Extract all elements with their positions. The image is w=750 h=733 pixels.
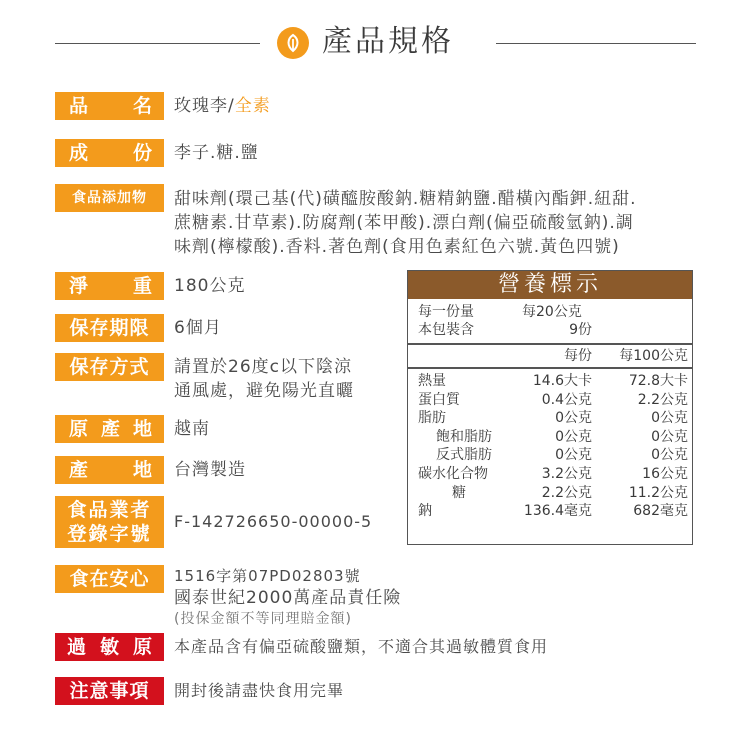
page-title: 產品規格 [322,24,454,59]
additives-line: 甜味劑(環己基(代)磺醯胺酸鈉.糖精鈉鹽.醋橫內酯鉀.紐甜. [174,189,637,209]
label-additives: 食品添加物 [55,184,164,212]
serving-size-label: 每一份量 [418,304,474,320]
made-in-value: 台灣製造 [174,460,246,480]
label-shelf-life: 保存期限 [55,314,164,342]
storage-value [174,355,354,403]
label-char: 成 [69,142,89,164]
label-char: 地 [132,459,152,481]
col-per-100g: 每100公克 [619,348,688,364]
nutrient-per-serving: 0公克 [555,447,592,464]
nutrient-name: 反式脂肪 [436,447,492,464]
net-weight-value: 180公克 [174,276,246,296]
origin-value: 越南 [174,419,210,439]
label-char: 份 [132,142,152,164]
nutrient-per-100g: 0公克 [651,428,688,445]
nutrition-divider [408,367,692,369]
nutrient-per-serving: 0公克 [555,428,592,445]
label-char: 原 [69,418,89,440]
nutrient-name: 碳水化合物 [418,466,488,482]
food-safety-value [174,566,401,630]
nutrient-per-100g: 11.2公克 [628,484,688,501]
page-header [0,18,750,68]
food-safety-license: 1516字第07PD02803號 [174,567,361,585]
nutrient-name: 蛋白質 [418,391,460,408]
label-line: 登錄字號 [67,523,152,545]
label-char: 敏 [99,636,119,658]
food-safety-note: (投保金額不等同理賠金額) [174,611,352,627]
label-storage: 保存方式 [55,353,164,381]
nutrient-per-serving: 2.2公克 [541,484,592,501]
nutrition-divider [408,343,692,345]
notice-value: 開封後請盡快食用完畢 [174,681,345,700]
label-ingredients [55,139,164,167]
servings-label: 本包裝含 [418,322,474,338]
nutrient-per-serving: 136.4毫克 [523,503,592,520]
label-origin [55,415,164,443]
label-char: 淨 [69,275,89,297]
label-net-weight [55,272,164,300]
nutrition-title: 營養標示 [408,271,692,299]
label-char: 名 [132,95,152,117]
nutrient-per-100g: 2.2公克 [637,391,688,408]
label-char: 品 [69,95,89,117]
label-char: 產 [69,459,89,481]
nutrient-per-100g: 72.8大卡 [628,373,688,389]
shelf-life-value: 6個月 [174,318,222,338]
nutrient-name: 鈉 [418,503,432,520]
product-name-value [174,94,271,118]
additives-value [174,187,714,259]
label-char: 產 [100,418,120,440]
label-made-in [55,456,164,484]
nutrient-name: 脂肪 [418,410,446,427]
nutrient-name: 糖 [452,484,466,501]
label-char: 原 [132,636,152,658]
nutrient-name: 飽和脂肪 [436,428,492,445]
nutrient-name: 熱量 [418,373,446,389]
label-registration [55,496,164,548]
allergen-value: 本產品含有偏亞硫酸鹽類，不適合其過敏體質食用 [174,637,549,656]
serving-size-value: 每20公克 [522,304,582,320]
label-char: 地 [132,418,152,440]
label-allergen [55,633,164,661]
label-notice: 注意事項 [55,677,164,705]
nutrient-per-100g: 16公克 [642,466,688,482]
col-per-serving: 每份 [564,348,592,364]
header-divider-left [55,43,260,44]
additives-line: 味劑(檸檬酸).香料.著色劑(食用色素紅色六號.黃色四號) [174,237,620,257]
nutrient-per-100g: 0公克 [651,410,688,427]
nutrient-per-100g: 682毫克 [633,503,688,520]
registration-value: F-142726650-00000-5 [174,512,373,531]
nutrient-per-100g: 0公克 [651,447,688,464]
nutrient-per-serving: 14.6大卡 [532,373,592,389]
label-food-safety: 食在安心 [55,565,164,593]
storage-line: 通風處，避免陽光直曬 [174,381,354,401]
storage-line: 請置於26度c以下陰涼 [174,357,352,377]
nutrient-per-serving: 0公克 [555,410,592,427]
servings-value: 9份 [569,322,592,338]
nutrient-per-serving: 0.4公克 [541,391,592,408]
product-name: 玫瑰李/ [174,96,235,116]
vegan-tag: 全素 [234,96,271,116]
nutrient-per-serving: 3.2公克 [541,466,592,482]
label-char: 重 [132,275,152,297]
nutrition-table [407,270,693,545]
food-safety-insurance: 國泰世紀2000萬產品責任險 [174,588,402,608]
header-divider-right [496,43,696,44]
additives-line: 蔗糖素.甘草素).防腐劑(苯甲酸).漂白劑(偏亞硫酸氫鈉).調 [174,213,634,233]
label-char: 過 [67,636,87,658]
label-line: 食品業者 [67,499,152,521]
ingredients-value: 李子.糖.鹽 [174,143,259,163]
label-product-name [55,92,164,120]
leaf-icon [277,27,309,59]
